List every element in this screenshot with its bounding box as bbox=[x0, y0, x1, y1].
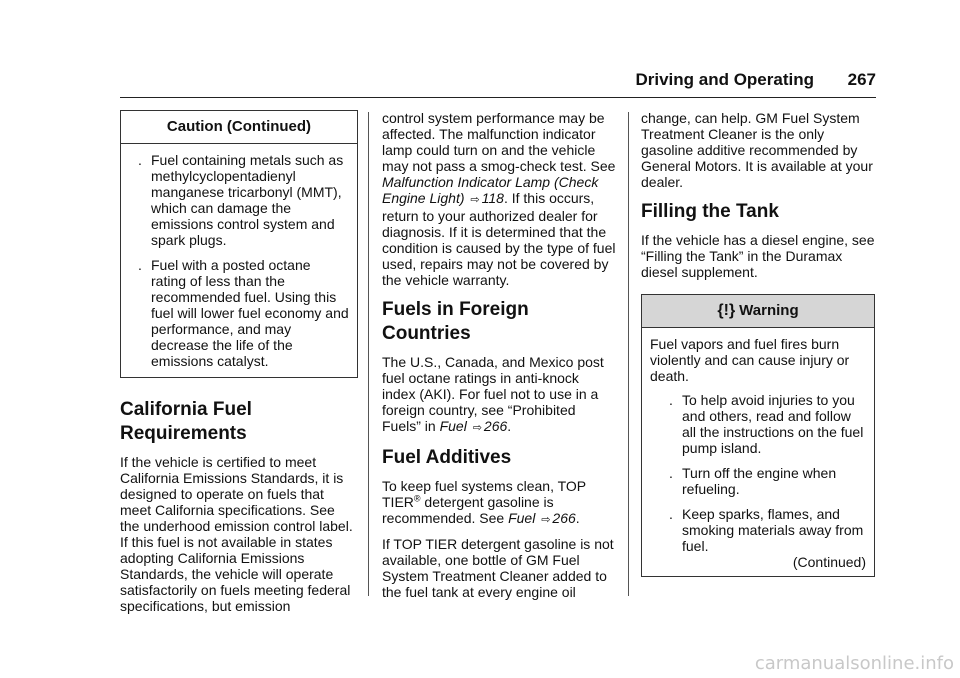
watermark: carmanualsonline.info bbox=[754, 653, 954, 674]
column-divider-2 bbox=[628, 112, 629, 596]
caution-bullet-text: Fuel with a posted octane rating of less than the recommended fuel. Using this fuel will lower fuel economy and performance, and may decrease the life of the emissions catalyst. bbox=[151, 257, 349, 369]
additive-continuation: change, can help. GM Fuel System Treatment Cleaner is the only gasoline additive recommended by General Motors. It is available at your dealer. bbox=[641, 110, 873, 190]
caution-box bbox=[120, 110, 358, 378]
caution-bullet-text: Fuel containing metals such as methylcyclopentadienyl manganese tricarbonyl (MMT), which can damage the emissions control system and spark plugs. bbox=[151, 152, 344, 248]
warning-box bbox=[641, 294, 875, 577]
heading-filling-the-tank: Filling the Tank bbox=[641, 201, 779, 222]
heading-fuels-foreign-countries: Fuels in Foreign Countries bbox=[382, 299, 529, 344]
additives-body-1: To keep fuel systems clean, TOP TIER® detergent gasoline is recommended. See Fuel ⇨ 266. bbox=[382, 478, 586, 526]
warning-bullet-text: Turn off the engine when refueling. bbox=[682, 465, 837, 497]
warning-title-text: Warning bbox=[739, 302, 799, 319]
warning-intro: Fuel vapors and fuel fires burn violently and can cause injury or death. bbox=[650, 336, 850, 384]
warning-bullet bbox=[650, 465, 866, 497]
column-1 bbox=[120, 110, 358, 622]
continuation-end-text: . If this occurs, return to your authorized dealer for diagnosis. If it is determined that the condition is caused by the type of fuel used, repairs may not be covered by the vehicle warranty. bbox=[382, 190, 616, 288]
emission-continuation bbox=[382, 110, 616, 288]
heading-fuel-additives: Fuel Additives bbox=[382, 447, 512, 468]
foreign-body: The U.S., Canada, and Mexico post fuel octane ratings in anti-knock index (AKI). For fuel not to use in a foreign country, see “Prohibited Fuels” in Fuel ⇨ 266. bbox=[382, 354, 604, 434]
warning-bullet bbox=[650, 506, 866, 554]
warning-icon: {!} bbox=[717, 302, 736, 319]
page-ref-arrow-icon: ⇨ bbox=[472, 422, 482, 434]
additives-body-2: If TOP TIER detergent gasoline is not available, one bottle of GM Fuel System Treatment Cleaner added to the fuel tank at every engine oil bbox=[382, 536, 614, 600]
bullet-marker: . bbox=[669, 506, 673, 522]
page-ref-arrow-icon: ⇨ bbox=[541, 514, 551, 526]
additives-text-a: To keep fuel systems clean, TOP TIER bbox=[382, 478, 586, 510]
page-ref-118[interactable]: 118 bbox=[481, 190, 504, 206]
column-divider-1 bbox=[368, 112, 369, 596]
registered-mark: ® bbox=[413, 493, 421, 504]
column-2 bbox=[382, 110, 616, 608]
warning-title bbox=[642, 295, 874, 328]
header-rule bbox=[120, 97, 876, 98]
warning-bullet bbox=[650, 392, 866, 456]
bullet-marker: . bbox=[669, 465, 673, 481]
bullet-marker: . bbox=[138, 257, 142, 273]
foreign-body-text: The U.S., Canada, and Mexico post fuel octane ratings in anti-knock index (AKI). For fuel not to use in a foreign country, see “Prohibited Fuels” in bbox=[382, 354, 604, 434]
caution-bullet bbox=[129, 257, 349, 369]
additives-text-b: detergent gasoline is recommended. See bbox=[382, 494, 554, 526]
column-3 bbox=[641, 110, 875, 577]
filling-body: If the vehicle has a diesel engine, see “Filling the Tank” in the Duramax diesel supplement. bbox=[641, 232, 875, 280]
warning-bullet-text: Keep sparks, flames, and smoking materials away from fuel. bbox=[682, 506, 864, 554]
bullet-marker: . bbox=[138, 152, 142, 168]
link-fuel[interactable]: Fuel bbox=[439, 418, 467, 434]
page-ref-arrow-icon: ⇨ bbox=[470, 194, 480, 206]
section-title: Driving and Operating bbox=[635, 70, 814, 89]
continued-label: (Continued) bbox=[792, 554, 866, 570]
page-ref-266[interactable]: 266 bbox=[483, 418, 508, 434]
caution-title: Caution (Continued) bbox=[121, 111, 357, 144]
page-ref-266[interactable]: 266 bbox=[552, 510, 576, 526]
heading-california-fuel: California Fuel Requirements bbox=[120, 399, 252, 444]
caution-bullet bbox=[129, 152, 349, 248]
page-header bbox=[0, 70, 876, 96]
page-number: 267 bbox=[847, 70, 876, 89]
warning-bullet-text: To help avoid injuries to you and others, read and follow all the instructions on the fuel pump island. bbox=[682, 392, 864, 456]
continuation-text: control system performance may be affected. The malfunction indicator lamp could turn on and the vehicle may not pass a smog-check test. See bbox=[382, 110, 616, 174]
bullet-marker: . bbox=[669, 392, 673, 408]
california-body: If the vehicle is certified to meet California Emissions Standards, it is designed to operate on fuels that meet California specifications. See the underhood emission control label. If this fuel is not available in states adopting California Emissions Standards, the vehicle will operate satisfactorily on fuels meeting federal specifications, but emission bbox=[120, 454, 353, 614]
link-malfunction-indicator-lamp[interactable]: Malfunction Indicator Lamp (Check Engine Light) bbox=[382, 174, 599, 206]
link-fuel[interactable]: Fuel bbox=[508, 510, 536, 526]
